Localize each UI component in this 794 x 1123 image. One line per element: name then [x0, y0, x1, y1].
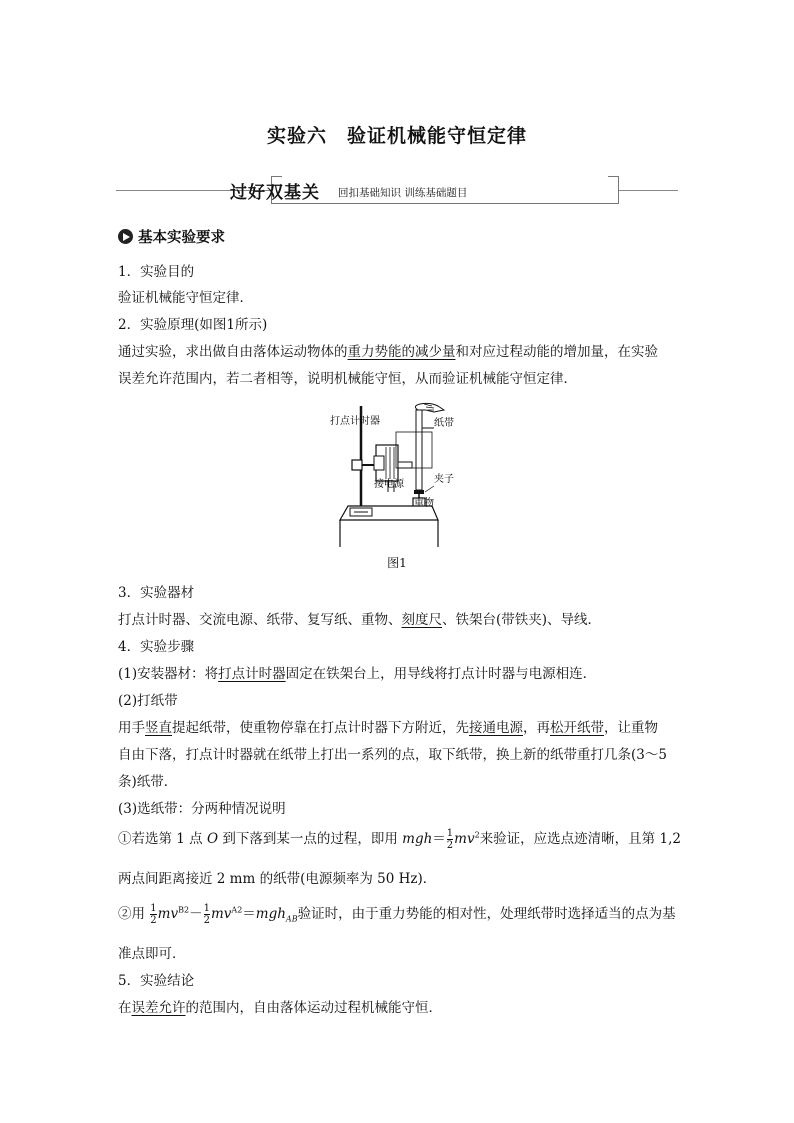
- section-heading: [118, 226, 225, 247]
- apparatus-diagram: [330, 402, 470, 552]
- s4-case1-line1: ①若选第 1 点 O 到下落到某一点的过程，即用 mgh＝ $\frac{1}{2}$ $mv^2$来验证，应选点迹清晰，且第 1,2: [118, 828, 681, 851]
- s4-step2-line2: 自由下落，打点计时器就在纸带上打出一系列的点，取下纸带，换上新的纸带重打几条(3～5: [118, 747, 667, 763]
- label-clip: 夹子: [434, 474, 454, 485]
- label-tape: 纸带: [434, 418, 454, 429]
- label-weight: 重物: [414, 498, 434, 509]
- s4-case2-line1: ②用 $\frac{1}{2}$ $mv^{B2}-$ $\frac{1}{2}$ $mv^{A2}=mgh_{AB}$验证时，由于重力势能的相对性，处理纸带时选择适当的点为基: [118, 903, 676, 926]
- play-icon: [118, 229, 133, 244]
- banner-subtitle: 回扣基础知识 训练基础题目: [338, 187, 468, 199]
- s5-heading: 5．实验结论: [118, 973, 195, 989]
- s4-step1: (1)安装器材：将打点计时器固定在铁架台上，用导线将打点计时器与电源相连．: [118, 666, 597, 682]
- page-title: 实验六 验证机械能守恒定律: [266, 125, 527, 147]
- s1-text: 验证机械能守恒定律．: [118, 290, 253, 306]
- banner-rule-right: [619, 190, 678, 191]
- s4-case2-line2: 准点即可．: [118, 946, 186, 962]
- s2-paragraph-line2: 误差允许范围内，若二者相等，说明机械能守恒，从而验证机械能守恒定律．: [118, 371, 577, 387]
- s4-step3-heading: (3)选纸带：分两种情况说明: [118, 801, 286, 817]
- s4-step2-line1: 用手竖直提起纸带，使重物停靠在打点计时器下方附近，先接通电源，再松开纸带，让重物: [118, 720, 658, 736]
- s2-paragraph-line1: 通过实验，求出做自由落体运动物体的重力势能的减少量和对应过程动能的增加量，在实验: [118, 344, 658, 360]
- s2-heading: 2．实验原理(如图1所示): [118, 317, 268, 333]
- apparatus-svg: [330, 402, 470, 552]
- banner-title: 过好双基关: [230, 183, 320, 203]
- s4-case1-line2: 两点间距离接近 2 mm 的纸带(电源频率为 50 Hz)．: [118, 871, 437, 887]
- figure-caption: 图1: [387, 556, 407, 570]
- section-banner: [116, 176, 678, 206]
- s4-step2-heading: (2)打纸带: [118, 693, 178, 709]
- label-timer: 打点计时器: [330, 416, 380, 427]
- label-power: 接电源: [374, 479, 404, 490]
- s3-heading: 3．实验器材: [118, 585, 195, 601]
- s4-heading: 4．实验步骤: [118, 639, 195, 655]
- s5-text: 在误差允许的范围内，自由落体运动过程机械能守恒．: [118, 1000, 442, 1016]
- s4-step2-line3: 条)纸带．: [118, 774, 178, 790]
- s1-heading: 1．实验目的: [118, 264, 195, 280]
- s3-text: 打点计时器、交流电源、纸带、复写纸、重物、刻度尺、铁架台(带铁夹)、导线．: [118, 612, 602, 628]
- section-heading-text: 基本实验要求: [138, 230, 225, 246]
